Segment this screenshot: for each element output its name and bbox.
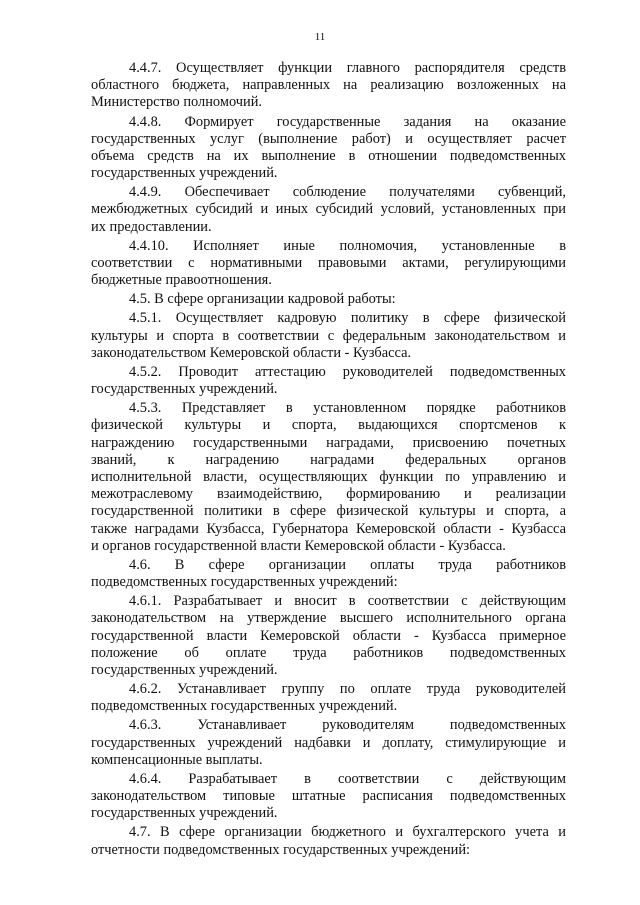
paragraph-line: государственной политики в сфере физической культуры и спорта, а [91,503,566,520]
paragraph-line: 4.5.1. Осуществляет кадровую политику в сфере физической [129,310,566,327]
paragraph-line: законодательством типовые штатные расписания подведомственных [91,788,566,805]
paragraph-line: 4.4.7. Осуществляет функции главного распорядителя средств [129,60,566,76]
paragraph-line: их предоставлении. [91,218,212,235]
paragraph-line: награждению государственными наградами, присвоению почетных [91,434,566,451]
paragraph [91,557,566,591]
paragraph-line: культуры и спорта в соответствии с федеральным законодательством и [91,327,566,344]
paragraph-line: физической культуры и спорта, выдающихся спортсменов к [91,417,566,434]
paragraph-line: объема средств на их выполнение в отношении подведомственных [91,147,566,164]
paragraph-line: 4.4.8. Формирует государственные задания на оказание [129,113,566,130]
paragraph-line: и органов государственной власти Кемеровской области - Кузбасса. [91,537,506,554]
paragraph-line: 4.6.1. Разрабатывает и вносит в соответствии с действующим [129,593,566,610]
paragraph-line: 4.6.4. Разрабатывает в соответствии с действующим [129,770,566,787]
paragraph-line: подведомственных государственных учреждений. [91,698,398,715]
page-number: 11 [314,31,326,43]
paragraph-line: государственной власти Кемеровской области - Кузбасса примерное [91,627,566,644]
paragraph-line: соответствии с нормативными правовыми актами, регулирующими [91,254,566,271]
paragraph-line: бюджетные правоотношения. [91,272,272,289]
paragraph [91,184,566,236]
paragraph [91,238,566,290]
paragraph [91,60,566,112]
paragraph-line: межотраслевому взаимодействию, формированию и реализации [91,486,566,503]
paragraph-line: областного бюджета, направленных на реализацию возложенных на [91,77,566,94]
paragraph-line: законодательством на утверждение высшего исполнительного органа [91,610,566,627]
paragraph-line: 4.6.2. Устанавливает группу по оплате труда руководителей [129,681,566,698]
paragraph [91,364,566,398]
paragraph-line: 4.6.3. Устанавливает руководителям подведомственных [129,717,566,734]
paragraph-line: государственных услуг (выполнение работ) и осуществляет расчет [91,130,566,147]
paragraph-line: 4.5.3. Представляет в установленном порядке работников [129,400,566,417]
paragraph-line: 4.5.2. Проводит аттестацию руководителей подведомственных [129,363,566,380]
paragraph-line: компенсационные выплаты. [91,751,263,768]
paragraph-line: отчетности подведомственных государственных учреждений: [91,841,471,858]
paragraph [91,310,566,362]
paragraph [91,291,566,308]
paragraph-line: 4.5. В сфере организации кадровой работы: [129,291,396,308]
paragraph [91,771,566,823]
paragraph-line: также наградами Кузбасса, Губернатора Кемеровской области - Кузбасса [91,520,566,537]
paragraph-line: государственных учреждений. [91,381,278,397]
paragraph-line: законодательством Кемеровской области - Кузбасса. [91,344,412,361]
paragraph-line: 4.7. В сфере организации бюджетного и бухгалтерского учета и [129,824,566,841]
paragraph [91,114,566,183]
paragraph-line: положение об оплате труда работников подведомственных [91,644,566,661]
paragraph-line: государственных учреждений. [91,805,278,822]
paragraph-line: государственных учреждений. [91,165,278,182]
paragraph [91,593,566,679]
paragraph [91,400,566,555]
document-body [91,60,566,861]
paragraph-line: Министерство полномочий. [91,94,263,111]
paragraph-line: 4.4.10. Исполняет иные полномочия, установленные в [129,237,566,254]
paragraph-line: подведомственных государственных учреждений: [91,574,398,591]
paragraph-line: 4.6. В сфере организации оплаты труда работников [129,556,566,573]
paragraph [91,824,566,858]
paragraph-line: 4.4.9. Обеспечивает соблюдение получателями субвенций, [129,184,566,201]
paragraph-line: государственных учреждений. [91,661,278,678]
paragraph-line: исполнительной власти, осуществляющих функции по управлению и [91,468,566,485]
paragraph-line: межбюджетных субсидий и иных субсидий условий, установленных при [91,201,566,218]
paragraph-line: званий, к наградению наградами федеральных органов [91,451,566,468]
paragraph [91,681,566,715]
paragraph [91,717,566,769]
paragraph-line: государственных учреждений надбавки и доплату, стимулирующие и [91,734,566,751]
